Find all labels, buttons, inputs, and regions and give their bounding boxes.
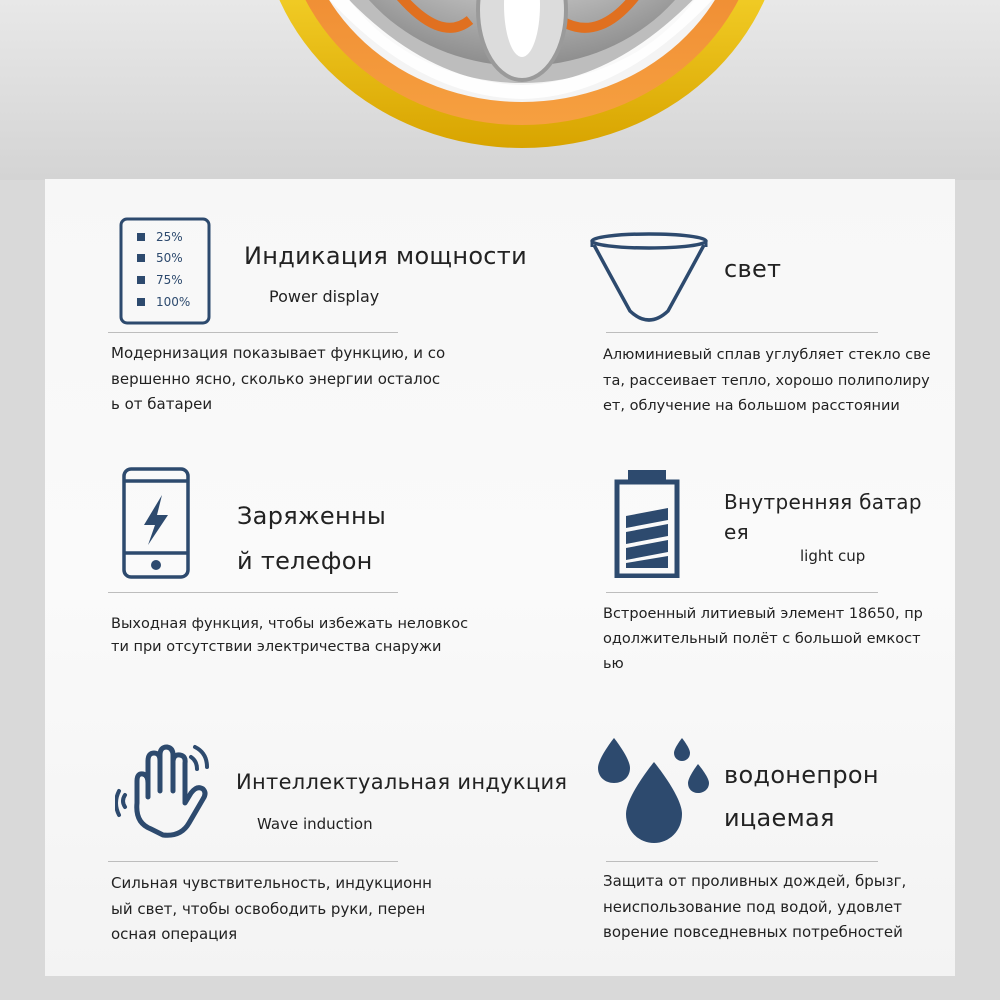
feature-title: водонепрон ицаемая — [724, 761, 879, 832]
feature-subtitle: Power display — [269, 287, 380, 306]
divider — [606, 592, 878, 593]
feature-title: свет — [724, 255, 782, 283]
feature-title: Индикация мощности — [244, 242, 527, 270]
power-level-100: 100% — [156, 295, 191, 309]
divider — [108, 332, 398, 333]
phone-charging-icon — [122, 467, 190, 579]
divider — [108, 592, 398, 593]
feature-description: Сильная чувствительность, индукционн ый свет, чтобы освободить руки, перен осная операция — [111, 874, 432, 943]
power-level-75: 75% — [156, 273, 183, 287]
divider — [108, 861, 398, 862]
feature-description: Выходная функция, чтобы избежать неловкос ти при отсутствии электричества снаружи — [111, 616, 469, 655]
divider — [606, 861, 878, 862]
product-photo — [0, 0, 1000, 180]
feature-description: Защита от проливных дождей, брызг, неиспользование под водой, удовлет ворение повседневных потребностей — [603, 872, 907, 941]
feature-title: Заряженны й телефон — [237, 502, 387, 575]
power-level-50: 50% — [156, 251, 183, 265]
feature-subtitle: Wave induction — [257, 815, 373, 833]
power-level-25: 25% — [156, 230, 183, 244]
water-drops-icon — [596, 734, 712, 846]
feature-subtitle: light cup — [800, 547, 866, 565]
feature-description: Модернизация показывает функцию, и со вершенно ясно, сколько энергии осталос ь от батареи — [111, 344, 446, 413]
features-panel — [45, 179, 955, 976]
battery-icon — [614, 468, 680, 578]
hand-wave-icon — [115, 741, 215, 841]
lamp-cup-icon — [588, 231, 710, 327]
feature-description: Встроенный литиевый элемент 18650, пр одолжительный полёт с большой емкост ью — [603, 606, 923, 672]
feature-title: Внутренняя батар ея — [724, 490, 922, 544]
divider — [606, 332, 878, 333]
feature-title: Интеллектуальная индукция — [236, 770, 568, 794]
feature-description: Алюминиевый сплав углубляет стекло све та, рассеивает тепло, хорошо полиполиру ет, облучение на большом расстоянии — [603, 347, 931, 414]
